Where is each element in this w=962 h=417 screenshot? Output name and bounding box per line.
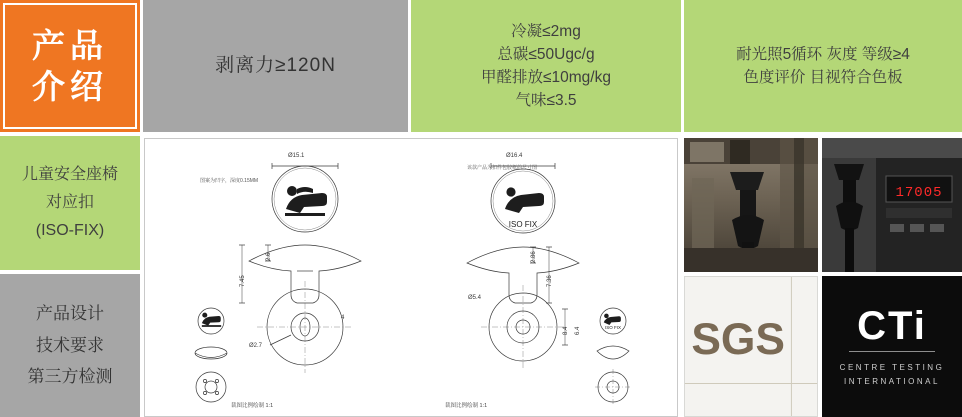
svg-text:ISO FIX: ISO FIX: [604, 325, 622, 330]
cert-sgs: [684, 276, 818, 417]
spec-peel-strength-line-1: 剥离力≥120N: [215, 54, 336, 76]
dim-2-6: 2.6: [266, 252, 272, 261]
dim-4: 4: [341, 315, 345, 321]
side-label-design-requirement: [0, 274, 140, 417]
dim-2-86: 2.86: [531, 251, 537, 263]
drawing-note-scope: 该款产品为扣件包胶框的尺寸图: [467, 165, 538, 171]
sgs-logo-graphic: [684, 277, 818, 416]
spec-lightfastness: [684, 0, 962, 132]
title-block-inner-border: [3, 3, 137, 129]
side-label-design-line-1: 产品设计: [36, 304, 104, 324]
spec-emission: [411, 0, 681, 132]
technical-drawing-panel: [144, 138, 678, 417]
spec-emission-line-4: 气味≤3.5: [515, 92, 577, 110]
cti-logo-text: CTi: [857, 303, 927, 348]
dim-diameter-5-4: Ø5.4: [468, 295, 482, 301]
dim-6-4: 6.4: [575, 326, 581, 335]
sgs-logo-text: SGS: [691, 314, 786, 364]
photo-measurement-display-graphic: [822, 138, 962, 272]
side-label-isofix-line-2: 对应扣: [45, 194, 94, 211]
dim-7-36: 7.36: [547, 275, 553, 287]
dim-8-4: 8.4: [563, 326, 569, 335]
title-line-2: 介绍: [32, 68, 108, 105]
dim-diameter-2-7: Ø2.7: [249, 343, 263, 349]
photo-measurement-display: [822, 138, 962, 272]
photo-test-machine: [684, 138, 818, 272]
side-label-isofix-line-1: 儿童安全座椅: [21, 166, 118, 183]
isofix-mark-text: ISO FIX: [508, 220, 538, 229]
title-block: [0, 0, 140, 132]
display-reading: 17005: [895, 185, 943, 201]
side-label-design-line-3: 第三方检测: [27, 367, 113, 387]
spec-emission-line-2: 总碳≤50Ugc/g: [497, 45, 595, 63]
drawing-note-engraving: 图案为凹字，深度0.15MM: [200, 178, 259, 184]
cti-subtitle-line-2: INTERNATIONAL: [844, 376, 940, 386]
side-label-design-line-2: 技术要求: [36, 335, 104, 355]
dim-7-45: 7.45: [240, 275, 246, 287]
dim-diameter-15-1: Ø15.1: [288, 153, 305, 159]
drawing-caption-right: 裁图比例绘制 1:1: [445, 403, 488, 409]
cert-cti: [822, 276, 962, 417]
spec-emission-line-1: 冷凝≤2mg: [511, 22, 581, 40]
side-label-isofix-line-3: (ISO-FIX): [35, 222, 105, 239]
spec-peel-strength: [143, 0, 408, 132]
cti-divider: [849, 351, 935, 352]
dim-diameter-16-4: Ø16.4: [506, 153, 523, 159]
spec-lightfastness-line-2: 色度评价 目视符合色板: [743, 69, 903, 86]
spec-emission-line-3: 甲醛排放≤10mg/kg: [481, 69, 611, 86]
side-label-isofix: [0, 136, 140, 270]
spec-lightfastness-line-1: 耐光照5循环 灰度 等级≥4: [736, 45, 910, 63]
drawing-caption-left: 裁图比例绘制 1:1: [231, 403, 274, 409]
photo-test-machine-graphic: [684, 138, 818, 272]
cti-subtitle-line-1: CENTRE TESTING: [839, 362, 945, 372]
title-line-1: 产品: [32, 26, 108, 64]
